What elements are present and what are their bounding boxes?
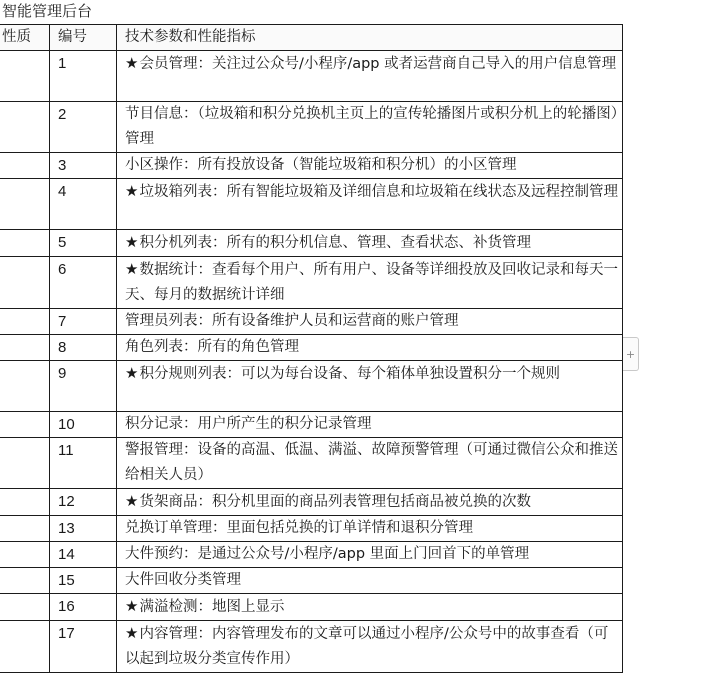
spec-text: 内容管理：内容管理发布的文章可以通过小程序/公众号中的故事查看（可以起到垃圾分类宣传作用） <box>125 626 609 667</box>
spec-text: 积分规则列表：可以为每台设备、每个箱体单独设置积分一个规则 <box>139 366 560 382</box>
cell-spec[interactable] <box>117 257 623 309</box>
table-row <box>0 102 623 153</box>
cell-nature[interactable] <box>0 335 50 361</box>
cell-spec[interactable] <box>117 309 623 335</box>
table-header-row <box>0 25 623 51</box>
table-row <box>0 438 623 489</box>
document-title: 智能管理后台 <box>2 2 93 20</box>
cell-number[interactable]: 13 <box>50 516 117 542</box>
spec-text: 管理员列表：所有设备维护人员和运营商的账户管理 <box>125 313 459 329</box>
cell-nature[interactable] <box>0 361 50 412</box>
cell-nature[interactable] <box>0 309 50 335</box>
star-icon: ★ <box>125 597 139 615</box>
plus-icon: + <box>625 347 636 361</box>
cell-spec[interactable] <box>117 594 623 621</box>
cell-nature[interactable] <box>0 51 50 102</box>
table-row <box>0 179 623 230</box>
table-row <box>0 621 623 673</box>
spec-text: 小区操作：所有投放设备（智能垃圾箱和积分机）的小区管理 <box>125 157 517 173</box>
spec-text: 警报管理：设备的高温、低温、满溢、故障预警管理（可通过微信公众和推送给相关人员） <box>125 442 618 483</box>
table-row <box>0 361 623 412</box>
cell-spec[interactable] <box>117 361 623 412</box>
cell-spec[interactable] <box>117 542 623 568</box>
spec-table <box>0 24 623 673</box>
spec-text: 大件预约：是通过公众号/小程序/app 里面上门回首下的单管理 <box>125 546 530 562</box>
cell-nature[interactable] <box>0 621 50 673</box>
cell-spec[interactable] <box>117 153 623 179</box>
cell-number[interactable]: 16 <box>50 594 117 621</box>
header-nature: 性质 <box>0 25 50 51</box>
star-icon: ★ <box>125 54 139 72</box>
cell-spec[interactable] <box>117 230 623 257</box>
cell-spec[interactable] <box>117 621 623 673</box>
table-row <box>0 594 623 621</box>
header-number: 编号 <box>50 25 117 51</box>
cell-number[interactable]: 10 <box>50 412 117 438</box>
cell-spec[interactable] <box>117 179 623 230</box>
header-spec: 技术参数和性能指标 <box>117 25 623 51</box>
table-row <box>0 412 623 438</box>
cell-spec[interactable] <box>117 102 623 153</box>
table-row <box>0 542 623 568</box>
table-row <box>0 489 623 516</box>
cell-number[interactable]: 5 <box>50 230 117 257</box>
cell-nature[interactable] <box>0 438 50 489</box>
cell-number[interactable]: 17 <box>50 621 117 673</box>
cell-number[interactable]: 9 <box>50 361 117 412</box>
spec-text: 积分机列表：所有的积分机信息、管理、查看状态、补货管理 <box>139 235 531 251</box>
cell-number[interactable]: 14 <box>50 542 117 568</box>
star-icon: ★ <box>125 364 139 382</box>
cell-nature[interactable] <box>0 489 50 516</box>
cell-number[interactable]: 15 <box>50 568 117 594</box>
table-row <box>0 230 623 257</box>
spec-text: 满溢检测：地图上显示 <box>139 599 285 615</box>
cell-number[interactable]: 7 <box>50 309 117 335</box>
cell-number[interactable]: 8 <box>50 335 117 361</box>
table-row <box>0 335 623 361</box>
cell-nature[interactable] <box>0 594 50 621</box>
cell-spec[interactable] <box>117 489 623 516</box>
cell-spec[interactable] <box>117 568 623 594</box>
spec-text: 兑换订单管理：里面包括兑换的订单详情和退积分管理 <box>125 520 473 536</box>
star-icon: ★ <box>125 492 139 510</box>
table-row <box>0 51 623 102</box>
table-row <box>0 516 623 542</box>
cell-spec[interactable] <box>117 516 623 542</box>
spec-text: 角色列表：所有的角色管理 <box>125 339 299 355</box>
spec-text: 大件回收分类管理 <box>125 572 241 588</box>
table-row <box>0 309 623 335</box>
cell-spec[interactable] <box>117 335 623 361</box>
table-row <box>0 153 623 179</box>
cell-nature[interactable] <box>0 542 50 568</box>
cell-number[interactable]: 12 <box>50 489 117 516</box>
cell-nature[interactable] <box>0 230 50 257</box>
cell-spec[interactable] <box>117 438 623 489</box>
cell-nature[interactable] <box>0 153 50 179</box>
spec-text: 积分记录：用户所产生的积分记录管理 <box>125 416 372 432</box>
spec-text: 垃圾箱列表：所有智能垃圾箱及详细信息和垃圾箱在线状态及远程控制管理 <box>139 184 618 200</box>
cell-spec[interactable] <box>117 412 623 438</box>
cell-number[interactable]: 2 <box>50 102 117 153</box>
cell-number[interactable]: 6 <box>50 257 117 309</box>
cell-nature[interactable] <box>0 412 50 438</box>
star-icon: ★ <box>125 260 139 278</box>
cell-spec[interactable] <box>117 51 623 102</box>
table-row <box>0 257 623 309</box>
cell-number[interactable]: 11 <box>50 438 117 489</box>
star-icon: ★ <box>125 624 139 642</box>
cell-nature[interactable] <box>0 257 50 309</box>
cell-nature[interactable] <box>0 516 50 542</box>
cell-number[interactable]: 3 <box>50 153 117 179</box>
table-body <box>0 51 623 673</box>
spec-text: 数据统计：查看每个用户、所有用户、设备等详细投放及回收记录和每天一天、每月的数据统计详细 <box>125 262 618 303</box>
spec-text: 节目信息：（垃圾箱和积分兑换机主页上的宣传轮播图片或积分机上的轮播图）管理 <box>125 106 618 147</box>
star-icon: ★ <box>125 182 139 200</box>
spec-text: 货架商品：积分机里面的商品列表管理包括商品被兑换的次数 <box>139 494 531 510</box>
spec-text: 会员管理：关注过公众号/小程序/app 或者运营商自己导入的用户信息管理 <box>139 56 617 72</box>
add-row-handle[interactable] <box>623 337 639 371</box>
cell-number[interactable]: 4 <box>50 179 117 230</box>
table-row <box>0 568 623 594</box>
cell-nature[interactable] <box>0 179 50 230</box>
cell-number[interactable]: 1 <box>50 51 117 102</box>
cell-nature[interactable] <box>0 102 50 153</box>
cell-nature[interactable] <box>0 568 50 594</box>
star-icon: ★ <box>125 233 139 251</box>
